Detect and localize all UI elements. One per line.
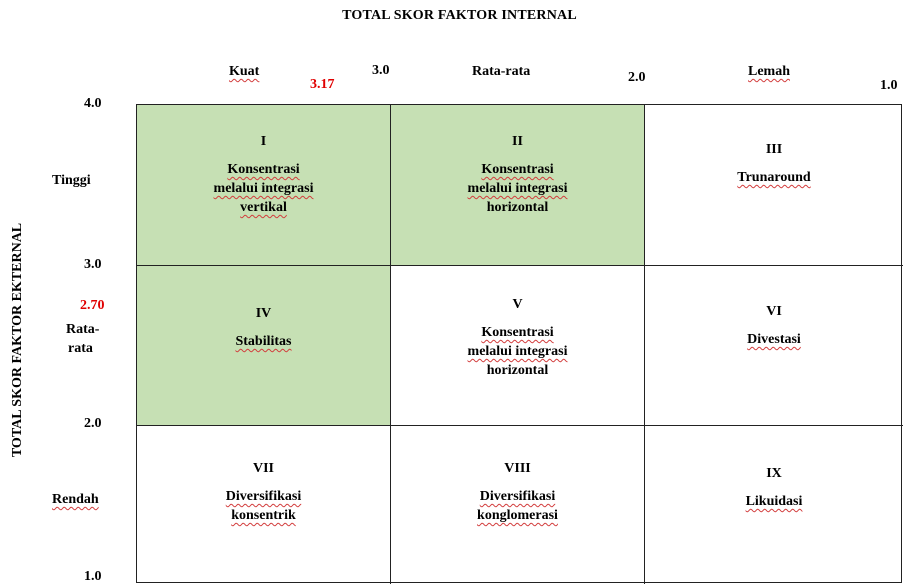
row-label-rendah: Rendah (52, 492, 99, 507)
top-tick-2: 2.0 (628, 70, 646, 85)
cell-v (391, 266, 645, 426)
cell-vi-roman: VI (766, 304, 782, 319)
cell-vii (137, 426, 391, 584)
cell-viii (391, 426, 645, 584)
cell-v-line2: melalui integrasi (467, 344, 568, 359)
cell-i-line3: vertikal (240, 200, 287, 215)
external-score-value: 2.70 (80, 298, 105, 313)
cell-v-roman: V (512, 297, 523, 312)
cell-iii (645, 105, 903, 266)
cell-i (137, 105, 391, 266)
column-label-lemah: Lemah (748, 64, 790, 79)
row-label-rata-line1: Rata- (66, 322, 100, 337)
ie-matrix-grid (136, 104, 902, 583)
column-label-rata-rata: Rata-rata (472, 64, 531, 79)
cell-ii (391, 105, 645, 266)
cell-vi (645, 266, 903, 426)
column-label-kuat: Kuat (229, 64, 260, 79)
cell-iii-line1: Trunaround (737, 170, 811, 185)
row-label-tinggi: Tinggi (52, 173, 91, 188)
left-tick-2: 2.0 (84, 416, 102, 431)
cell-iv-line1: Stabilitas (235, 334, 292, 349)
cell-vi-line1: Divestasi (747, 332, 801, 347)
cell-i-line2: melalui integrasi (213, 181, 314, 196)
internal-score-title: TOTAL SKOR FAKTOR INTERNAL (342, 8, 577, 23)
cell-v-line3: horizontal (486, 363, 549, 378)
cell-vii-line2: konsentrik (231, 508, 296, 523)
top-tick-3: 3.0 (372, 63, 390, 78)
cell-ii-line1: Konsentrasi (481, 162, 554, 177)
cell-iv (137, 266, 391, 426)
internal-score-value: 3.17 (310, 77, 335, 92)
cell-ix (645, 426, 903, 584)
cell-ix-line1: Likuidasi (745, 494, 803, 509)
cell-ix-roman: IX (766, 466, 782, 481)
cell-ii-roman: II (512, 134, 523, 149)
cell-iv-roman: IV (255, 306, 272, 321)
external-score-title: TOTAL SKOR FAKTOR EKTERNAL (10, 222, 25, 458)
cell-viii-line2: konglomerasi (477, 508, 558, 523)
cell-vii-roman: VII (252, 461, 274, 476)
cell-iii-roman: III (765, 142, 783, 157)
cell-vii-line1: Diversifikasi (225, 489, 302, 504)
left-tick-3: 3.0 (84, 257, 102, 272)
cell-ii-line3: horizontal (486, 200, 549, 215)
cell-ii-line2: melalui integrasi (467, 181, 568, 196)
row-label-rata-line2: rata (68, 341, 93, 356)
cell-i-line1: Konsentrasi (227, 162, 300, 177)
top-tick-1: 1.0 (880, 78, 898, 93)
cell-v-line1: Konsentrasi (481, 325, 554, 340)
cell-i-roman: I (260, 134, 267, 149)
cell-viii-line1: Diversifikasi (479, 489, 556, 504)
cell-viii-roman: VIII (504, 461, 531, 476)
left-tick-1: 1.0 (84, 569, 102, 584)
left-tick-4: 4.0 (84, 96, 102, 111)
